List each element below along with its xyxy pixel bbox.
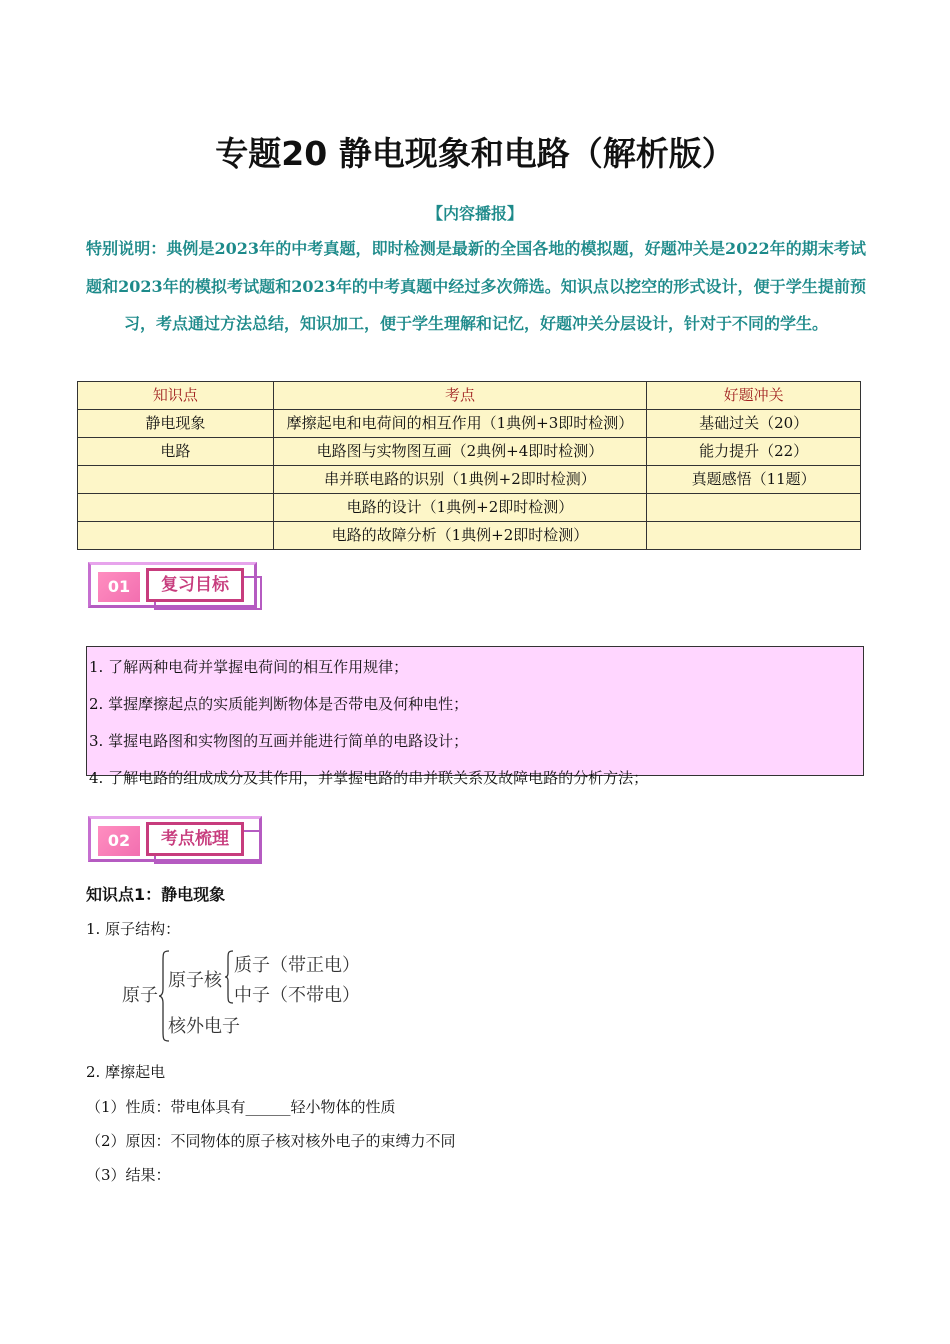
table-cell bbox=[647, 494, 861, 522]
section-number: 02 bbox=[98, 826, 140, 856]
table-cell bbox=[78, 466, 274, 494]
table-cell: 电路的故障分析（1典例+2即时检测） bbox=[273, 522, 646, 550]
table-row bbox=[78, 438, 861, 466]
content-broadcast-heading: 【内容播报】 bbox=[426, 204, 523, 223]
review-goals-box bbox=[86, 646, 864, 787]
table-cell bbox=[78, 494, 274, 522]
header-exam-point: 考点 bbox=[273, 382, 646, 410]
table-row bbox=[78, 410, 861, 438]
goal-item: 4. 了解电路的组成成分及其作用，并掌握电路的串并联关系及故障电路的分析方法； bbox=[89, 769, 649, 787]
header-knowledge: 知识点 bbox=[78, 382, 274, 410]
table-row bbox=[78, 494, 861, 522]
table-row bbox=[78, 522, 861, 550]
knowledge-heading: 知识点1：静电现象 bbox=[86, 885, 226, 904]
overview-table bbox=[77, 381, 861, 550]
table-cell bbox=[78, 522, 274, 550]
header-practice: 好题冲关 bbox=[647, 382, 861, 410]
page-title: 专题20 静电现象和电路（解析版） bbox=[215, 134, 735, 173]
property-line: （1）性质：带电体具有______轻小物体的性质 bbox=[86, 1098, 396, 1116]
atom-nucleus: 原子核 bbox=[168, 970, 222, 991]
table-cell: 基础过关（20） bbox=[647, 410, 861, 438]
table-cell: 电路图与实物图互画（2典例+4即时检测） bbox=[273, 438, 646, 466]
goal-item: 2. 掌握摩擦起点的实质能判断物体是否带电及何种电性； bbox=[89, 695, 469, 713]
table-cell bbox=[647, 522, 861, 550]
cause-line: （2）原因：不同物体的原子核对核外电子的束缚力不同 bbox=[86, 1132, 456, 1150]
section-banner-review-goals bbox=[88, 562, 263, 614]
special-note: 特别说明：典例是2023年的中考真题，即时检测是最新的全国各地的模拟题，好题冲关是2022年的期末考试题和2023年的模拟考试题和2023年的中考真题中经过多次筛选。知识点以挖空的形式设计，便于学生提前预习，考点通过方法总结，知识加工，便于学生理解和记忆，好题冲关分层设计，针对于不同的学生。 bbox=[86, 239, 866, 333]
table-row bbox=[78, 466, 861, 494]
table-cell: 静电现象 bbox=[78, 410, 274, 438]
section-label: 复习目标 bbox=[146, 568, 244, 602]
table-cell: 能力提升（22） bbox=[647, 438, 861, 466]
atom-structure-diagram bbox=[118, 945, 378, 1045]
atom-neutron: 中子（不带电） bbox=[234, 985, 360, 1006]
goal-item: 3. 掌握电路图和实物图的互画并能进行简单的电路设计； bbox=[89, 732, 469, 750]
friction-electrification-item: 2. 摩擦起电 bbox=[86, 1063, 166, 1081]
table-cell: 电路的设计（1典例+2即时检测） bbox=[273, 494, 646, 522]
atom-structure-item: 1. 原子结构： bbox=[86, 920, 181, 938]
table-cell: 串并联电路的识别（1典例+2即时检测） bbox=[273, 466, 646, 494]
section-number: 01 bbox=[98, 572, 140, 602]
result-line: （3）结果： bbox=[86, 1166, 171, 1184]
goal-item: 1. 了解两种电荷并掌握电荷间的相互作用规律； bbox=[89, 658, 409, 676]
nucleus-brace-icon bbox=[224, 949, 234, 1005]
atom-electron: 核外电子 bbox=[168, 1016, 240, 1037]
table-cell: 摩擦起电和电荷间的相互作用（1典例+3即时检测） bbox=[273, 410, 646, 438]
section-label: 考点梳理 bbox=[146, 822, 244, 856]
table-cell: 真题感悟（11题） bbox=[647, 466, 861, 494]
table-header-row bbox=[78, 382, 861, 410]
atom-root: 原子 bbox=[122, 985, 158, 1006]
table-cell: 电路 bbox=[78, 438, 274, 466]
atom-proton: 质子（带正电） bbox=[234, 955, 360, 976]
section-banner-key-points bbox=[88, 816, 268, 868]
